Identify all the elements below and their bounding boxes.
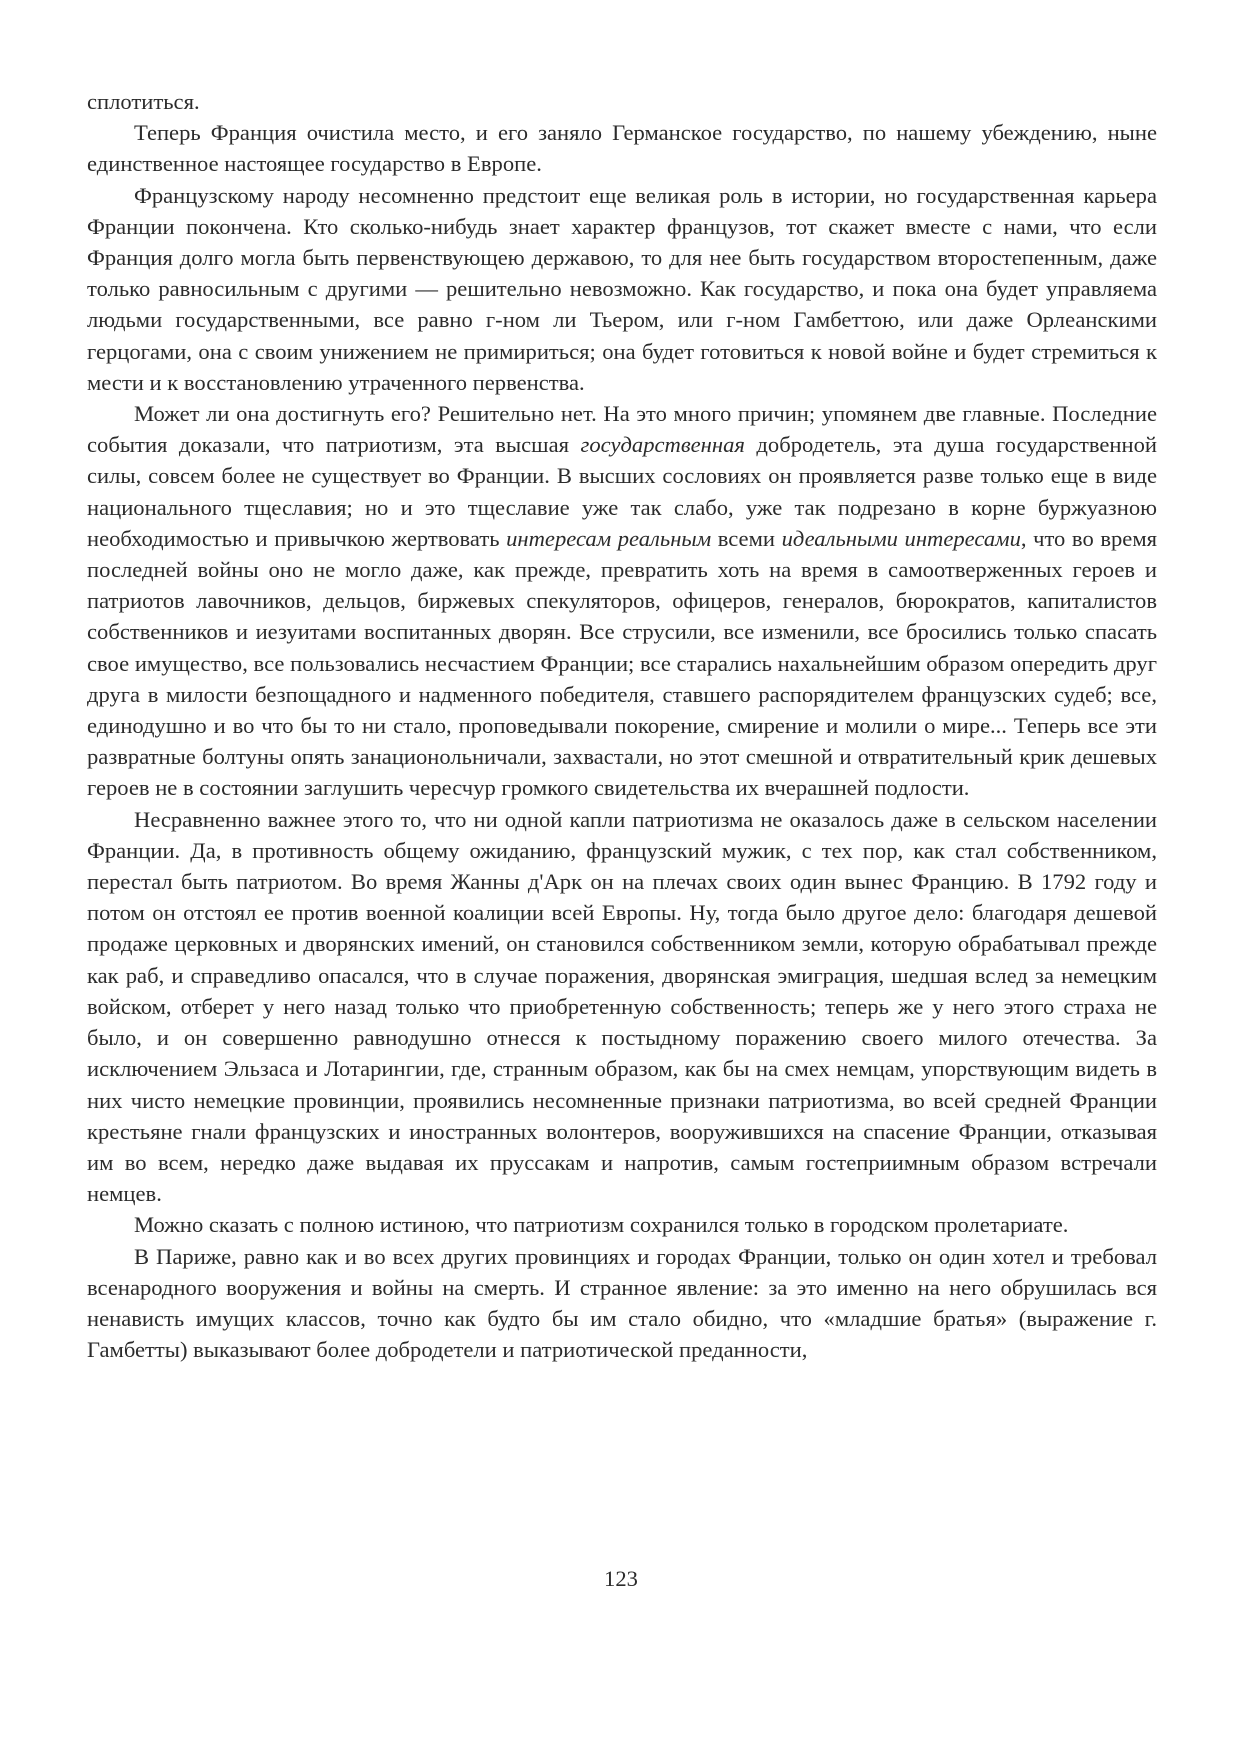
paragraph-7 bbox=[87, 1241, 1157, 1366]
italic-span: государственная bbox=[580, 432, 745, 458]
text-span: Теперь Франция очистила место, и его заняло Германское государство, по нашему убеждению, ныне единственное настоящее государство в Европе. bbox=[87, 120, 1157, 177]
paragraph-4 bbox=[87, 398, 1157, 804]
italic-span: идеальными интересами bbox=[781, 525, 1021, 551]
text-span: , что во время последней войны оно не могло даже, как прежде, превратить хоть на время в самоотверженных героев и патриотов лавочников, дельцов, биржевых спекуляторов, офицеров, генералов, бюрократов, капиталистов собственников и иезуитами воспитанных дворян. Все струсили, все изменили, все бросились только спасать свое имущество, все пользовались несчастием Франции; все старались нахальнейшим образом опередить друг друга в милости безпощадного и надменного победителя, ставшего распорядителем французских судеб; все, единодушно и во что бы то ни стало, проповедывали покорение, смирение и молили о мире... Теперь все эти развратные болтуны опять занационольничали, захвастали, но этот смешной и отвратительный крик дешевых героев не в состоянии заглушить чересчур громкого свидетельства их вчерашней подлости. bbox=[87, 525, 1158, 801]
paragraph-3 bbox=[87, 180, 1157, 398]
text-span: В Париже, равно как и во всех других провинциях и городах Франции, только он один хотел и требовал всенародного вооружения и войны на смерть. И странное явление: за это именно на него обрушилась вся ненависть имущих классов, точно как будто бы им стало обидно, что «младшие братья» (выражение г. Гамбетты) выказывают более добродетели и патриотической преданности, bbox=[87, 1243, 1157, 1363]
paragraph-6 bbox=[87, 1209, 1157, 1240]
page-body bbox=[87, 86, 1157, 1365]
text-span: Французскому народу несомненно предстоит еще великая роль в истории, но государственная карьера Франции покончена. Кто сколько-нибудь знает характер французов, тот скажет вместе с нами, что если Франция долго могла быть первенствующею державою, то для нее быть государством второстепенным, даже только равносильным с другими — решительно невозможно. Как государство, и пока она будет управляема людьми государственными, все равно г-ном ли Тьером, или г-ном Гамбеттою, или даже Орлеанскими герцогами, она с своим унижением не примириться; она будет готовиться к новой войне и будет стремиться к мести и к восстановлению утраченного первенства. bbox=[87, 182, 1157, 395]
text-span: сплотиться. bbox=[87, 89, 200, 114]
paragraph-2 bbox=[87, 117, 1157, 179]
paragraph-1 bbox=[87, 86, 1157, 117]
paragraph-5 bbox=[87, 804, 1157, 1210]
text-span: Несравненно важнее этого то, что ни одной капли патриотизма не оказалось даже в сельском населении Франции. Да, в противность общему ожиданию, французский мужик, с тех пор, как стал собственником, перестал быть патриотом. Во время Жанны д'Арк он на плечах своих один вынес Францию. В 1792 году и потом он отстоял ее против военной коалиции всей Европы. Ну, тогда было другое дело: благодаря дешевой продаже церковных и дворянских имений, он становился собственником земли, которую обрабатывал прежде как раб, и справедливо опасался, что в случае поражения, дворянская эмиграция, шедшая вслед за немецким войском, отберет у него назад только что приобретенную собственность; теперь же у него этого страха не было, и он совершенно равнодушно отнесся к постыдному поражению своего милого отечества. За исключением Эльзаса и Лотарингии, где, странным образом, как бы на смех немцам, упорствующим видеть в них чисто немецкие провинции, проявились несомненные признаки патриотизма, во всей средней Франции крестьяне гнали французских и иностранных волонтеров, вооружившихся на спасение Франции, отказывая им во всем, нередко даже выдавая их пруссакам и напротив, самым гостеприимным образом встречали немцев. bbox=[87, 806, 1157, 1207]
italic-span: интересам реальным bbox=[506, 525, 712, 551]
text-span: всеми bbox=[711, 525, 782, 551]
page-number: 123 bbox=[604, 1566, 638, 1591]
text-span: Можно сказать с полною истиною, что патриотизм сохранился только в городском пролетариате. bbox=[134, 1212, 1069, 1238]
text-span: Может ли она достигнуть его? Решительно нет. На это много причин; упомянем две главные. Последние события доказали, что патриотизм, эта высшая bbox=[87, 401, 1157, 458]
text-span: добродетель, эта душа государственной силы, совсем более не существует во Франции. В высших сословиях он проявляется разве только еще в виде национального тщеславия; но и это тщеславие уже так слабо, уже так подрезано в корне буржуазною необходимостью и привычкою жертвовать bbox=[87, 432, 1157, 551]
